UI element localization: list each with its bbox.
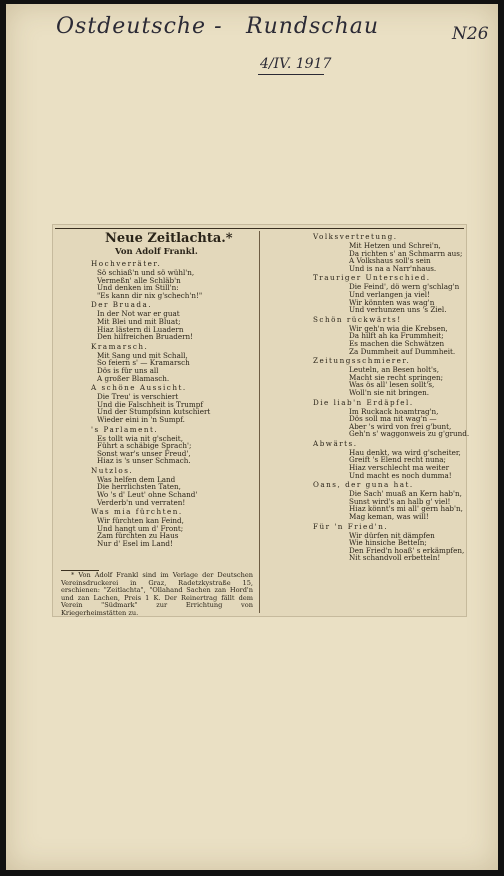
poem-line: A Volkshaus soll's sein — [349, 256, 431, 266]
poem-line: So feiern s' — Kramarsch — [97, 358, 190, 368]
poem-heading: Hochverräter. — [91, 259, 162, 268]
poem-section — [265, 232, 461, 272]
poem-heading: Trauriger Unterschied. — [313, 273, 431, 283]
poem-line: Und macht es noch dumma! — [349, 470, 452, 480]
poem-section — [265, 397, 470, 439]
poem-line: Führt a schäbige Sprach'; — [97, 441, 192, 451]
article-author: Von Adolf Frankl. — [115, 247, 198, 257]
poem-heading: Zeitungsschmierer. — [313, 356, 411, 366]
poem-line: Hiaz verschlecht ma weiter — [349, 463, 450, 473]
poem-heading: Oans, der guna hat. — [313, 480, 414, 490]
poem-line: Was ös all' lesen sollt's, — [349, 380, 435, 390]
poem-line: Sö schiaß'n und sö wühl'n, — [97, 268, 195, 277]
poem-line: Wir geh'n wia die Krebsen, — [349, 323, 448, 333]
poem-line: A großer Blamasch. — [97, 373, 170, 383]
poem-line: Den Fried'n hoaß' s erkämpfen, — [349, 545, 465, 555]
article-title: Neue Zeitlachta.* — [105, 231, 233, 246]
poem-heading: Volksvertretung. — [313, 232, 398, 241]
poem-line: Im Ruckack hoamtrag'n, — [349, 406, 439, 416]
poem-line: Was helfen dem Land — [97, 474, 176, 484]
poem-line: Und die Falschheit is Trumpf — [97, 399, 203, 409]
poem-heading: Was mia fürchten. — [91, 507, 183, 517]
poem-line: "Es kann dir nix g'schech'n!" — [97, 290, 203, 300]
poem-line: Und der Stumpfsinn kutschiert — [97, 407, 211, 417]
poem-line: Die Feind', dö wern g'schlag'n — [349, 282, 460, 292]
poem-line: Und is na a Narr'nhaus. — [349, 263, 437, 273]
poem-line: Nit schandvoll erbetteln! — [349, 553, 441, 563]
poem-section — [265, 356, 461, 396]
handwritten-newspaper-name: Ostdeutsche - — [56, 14, 223, 39]
poem-line: Da hilft ah ka Frummheit; — [349, 331, 444, 341]
poem-line: Nur d' Esel im Land! — [97, 539, 173, 549]
poem-section — [61, 425, 257, 465]
poem-line: Hiaz könnt's mi all' gern hab'n, — [349, 504, 463, 514]
poem-line: Hau denkt, wa wird g'scheiter, — [349, 447, 461, 457]
poem-line: Hiaz is 's unser Schmach. — [97, 456, 191, 466]
poem-line: Geh'n s' waggonweis zu g'grund. — [349, 429, 470, 439]
top-rule — [55, 228, 464, 229]
poem-line: Zam fürchten zu Haus — [97, 531, 179, 541]
poem-line: Die Treu' is verschiert — [97, 392, 179, 402]
left-column — [61, 231, 257, 548]
poem-section — [265, 521, 465, 563]
poem-heading: Nutzlos. — [91, 465, 134, 475]
poem-heading: 's Parlament. — [91, 424, 159, 434]
right-column — [265, 231, 470, 563]
poem-line: Macht sie recht springen; — [349, 372, 444, 382]
poem-line: Wir könnten was wag'n — [349, 297, 435, 307]
poem-section — [61, 300, 257, 340]
date-underline — [258, 74, 324, 75]
poem-heading: Abwärts. — [313, 438, 358, 448]
poem-section — [61, 466, 257, 506]
footnote: * Von Adolf Frankl sind im Verlage der Deutschen Vereinsdruckerei in Graz, Radetzkystraße 15, erschienen: "Zeitlachta", "Ollahand Sachen zan Hord'n und zan Lachen, Preis 1 K. Der Reinertrag fällt dem Verein "Südmark" zur Errichtung von Kriegerheimstätten zu. — [61, 571, 253, 617]
poem-line: Vermeßn' alle Schläb'n — [97, 275, 181, 285]
newspaper-clipping — [53, 225, 470, 617]
poem-line: Mit Blei und mit Bluat; — [97, 316, 181, 326]
handwritten-archive-number: N26 — [452, 24, 489, 44]
poem-heading: A schöne Aussicht. — [91, 383, 187, 393]
poem-line: Es tollt wia nit g'scheit, — [97, 433, 183, 443]
left-poems — [61, 259, 257, 548]
poem-line: In der Not war er guat — [97, 309, 180, 319]
poem-line: Den hilfreichen Bruadern! — [97, 332, 194, 342]
handwritten-newspaper-name-2: Rundschau — [246, 14, 380, 39]
right-poems — [265, 232, 470, 563]
poem-line: Es machen die Schwätzen — [349, 338, 445, 348]
poem-heading: Für 'n Fried'n. — [313, 521, 389, 531]
poem-line: Wo 's d' Leut' ohne Schand' — [97, 490, 198, 500]
poem-line: Sunst wird's an halb g' viel! — [349, 496, 451, 506]
poem-line: Za Dummheit auf Dummheit. — [349, 346, 456, 356]
poem-section — [265, 439, 461, 479]
handwritten-date: 4/IV. 1917 — [260, 56, 332, 72]
poem-line: Dös is für uns all — [97, 365, 159, 375]
poem-heading: Kramarsch. — [91, 341, 149, 351]
column-divider — [259, 231, 260, 613]
poem-line: Hiaz lästern di Luadern — [97, 324, 184, 334]
poem-line: Verderb'n und verraten! — [97, 497, 186, 507]
poem-line: Und denken im Still'n: — [97, 283, 179, 293]
poem-section — [61, 507, 257, 547]
poem-line: Und hangt um d' Front; — [97, 523, 184, 533]
poem-line: Und verhunzen uns 's Ziel. — [349, 305, 447, 315]
poem-line: Mit Hetzen und Schrei'n, — [349, 241, 441, 250]
poem-section — [265, 315, 461, 355]
poem-line: Aber 's wird von frei g'bunt, — [349, 421, 452, 431]
poem-line: Da richten s' an Schmarrn aus; — [349, 248, 463, 258]
poem-line: Wir dürfen nit dämpfen — [349, 530, 435, 540]
poem-heading: Die liab'n Erdäpfel. — [313, 397, 414, 407]
poem-line: Wir fürchten kan Feind, — [97, 516, 184, 526]
poem-line: Leuteln, an Besen holt's, — [349, 365, 439, 375]
poem-line: Sonst war's unser Freud', — [97, 448, 191, 458]
poem-line: Wieder eini in 'n Sumpf. — [97, 414, 185, 424]
poem-heading: Der Bruada. — [91, 300, 153, 310]
poem-section — [61, 342, 257, 382]
poem-section — [265, 480, 461, 520]
poem-section — [265, 273, 461, 313]
poem-section — [61, 259, 257, 299]
poem-line: Dös soll ma nit wag'n — — [349, 414, 437, 424]
poem-heading: Schön rückwärts! — [313, 314, 402, 324]
poem-section — [61, 383, 257, 423]
poem-line: Die herrlichsten Taten, — [97, 482, 181, 492]
poem-line: Und verlangen ja viel! — [349, 289, 430, 299]
poem-line: Mag keman, was will! — [349, 512, 429, 522]
poem-line: Greift 's Elend recht nuna; — [349, 455, 446, 465]
poem-line: Die Sach' muaß an Kern hab'n, — [349, 489, 462, 499]
poem-line: Mit Sang und mit Schall, — [97, 350, 188, 360]
poem-line: Woll'n sie nit bringen. — [349, 387, 430, 397]
poem-line: Wie hinsiche Betteln; — [349, 538, 427, 548]
